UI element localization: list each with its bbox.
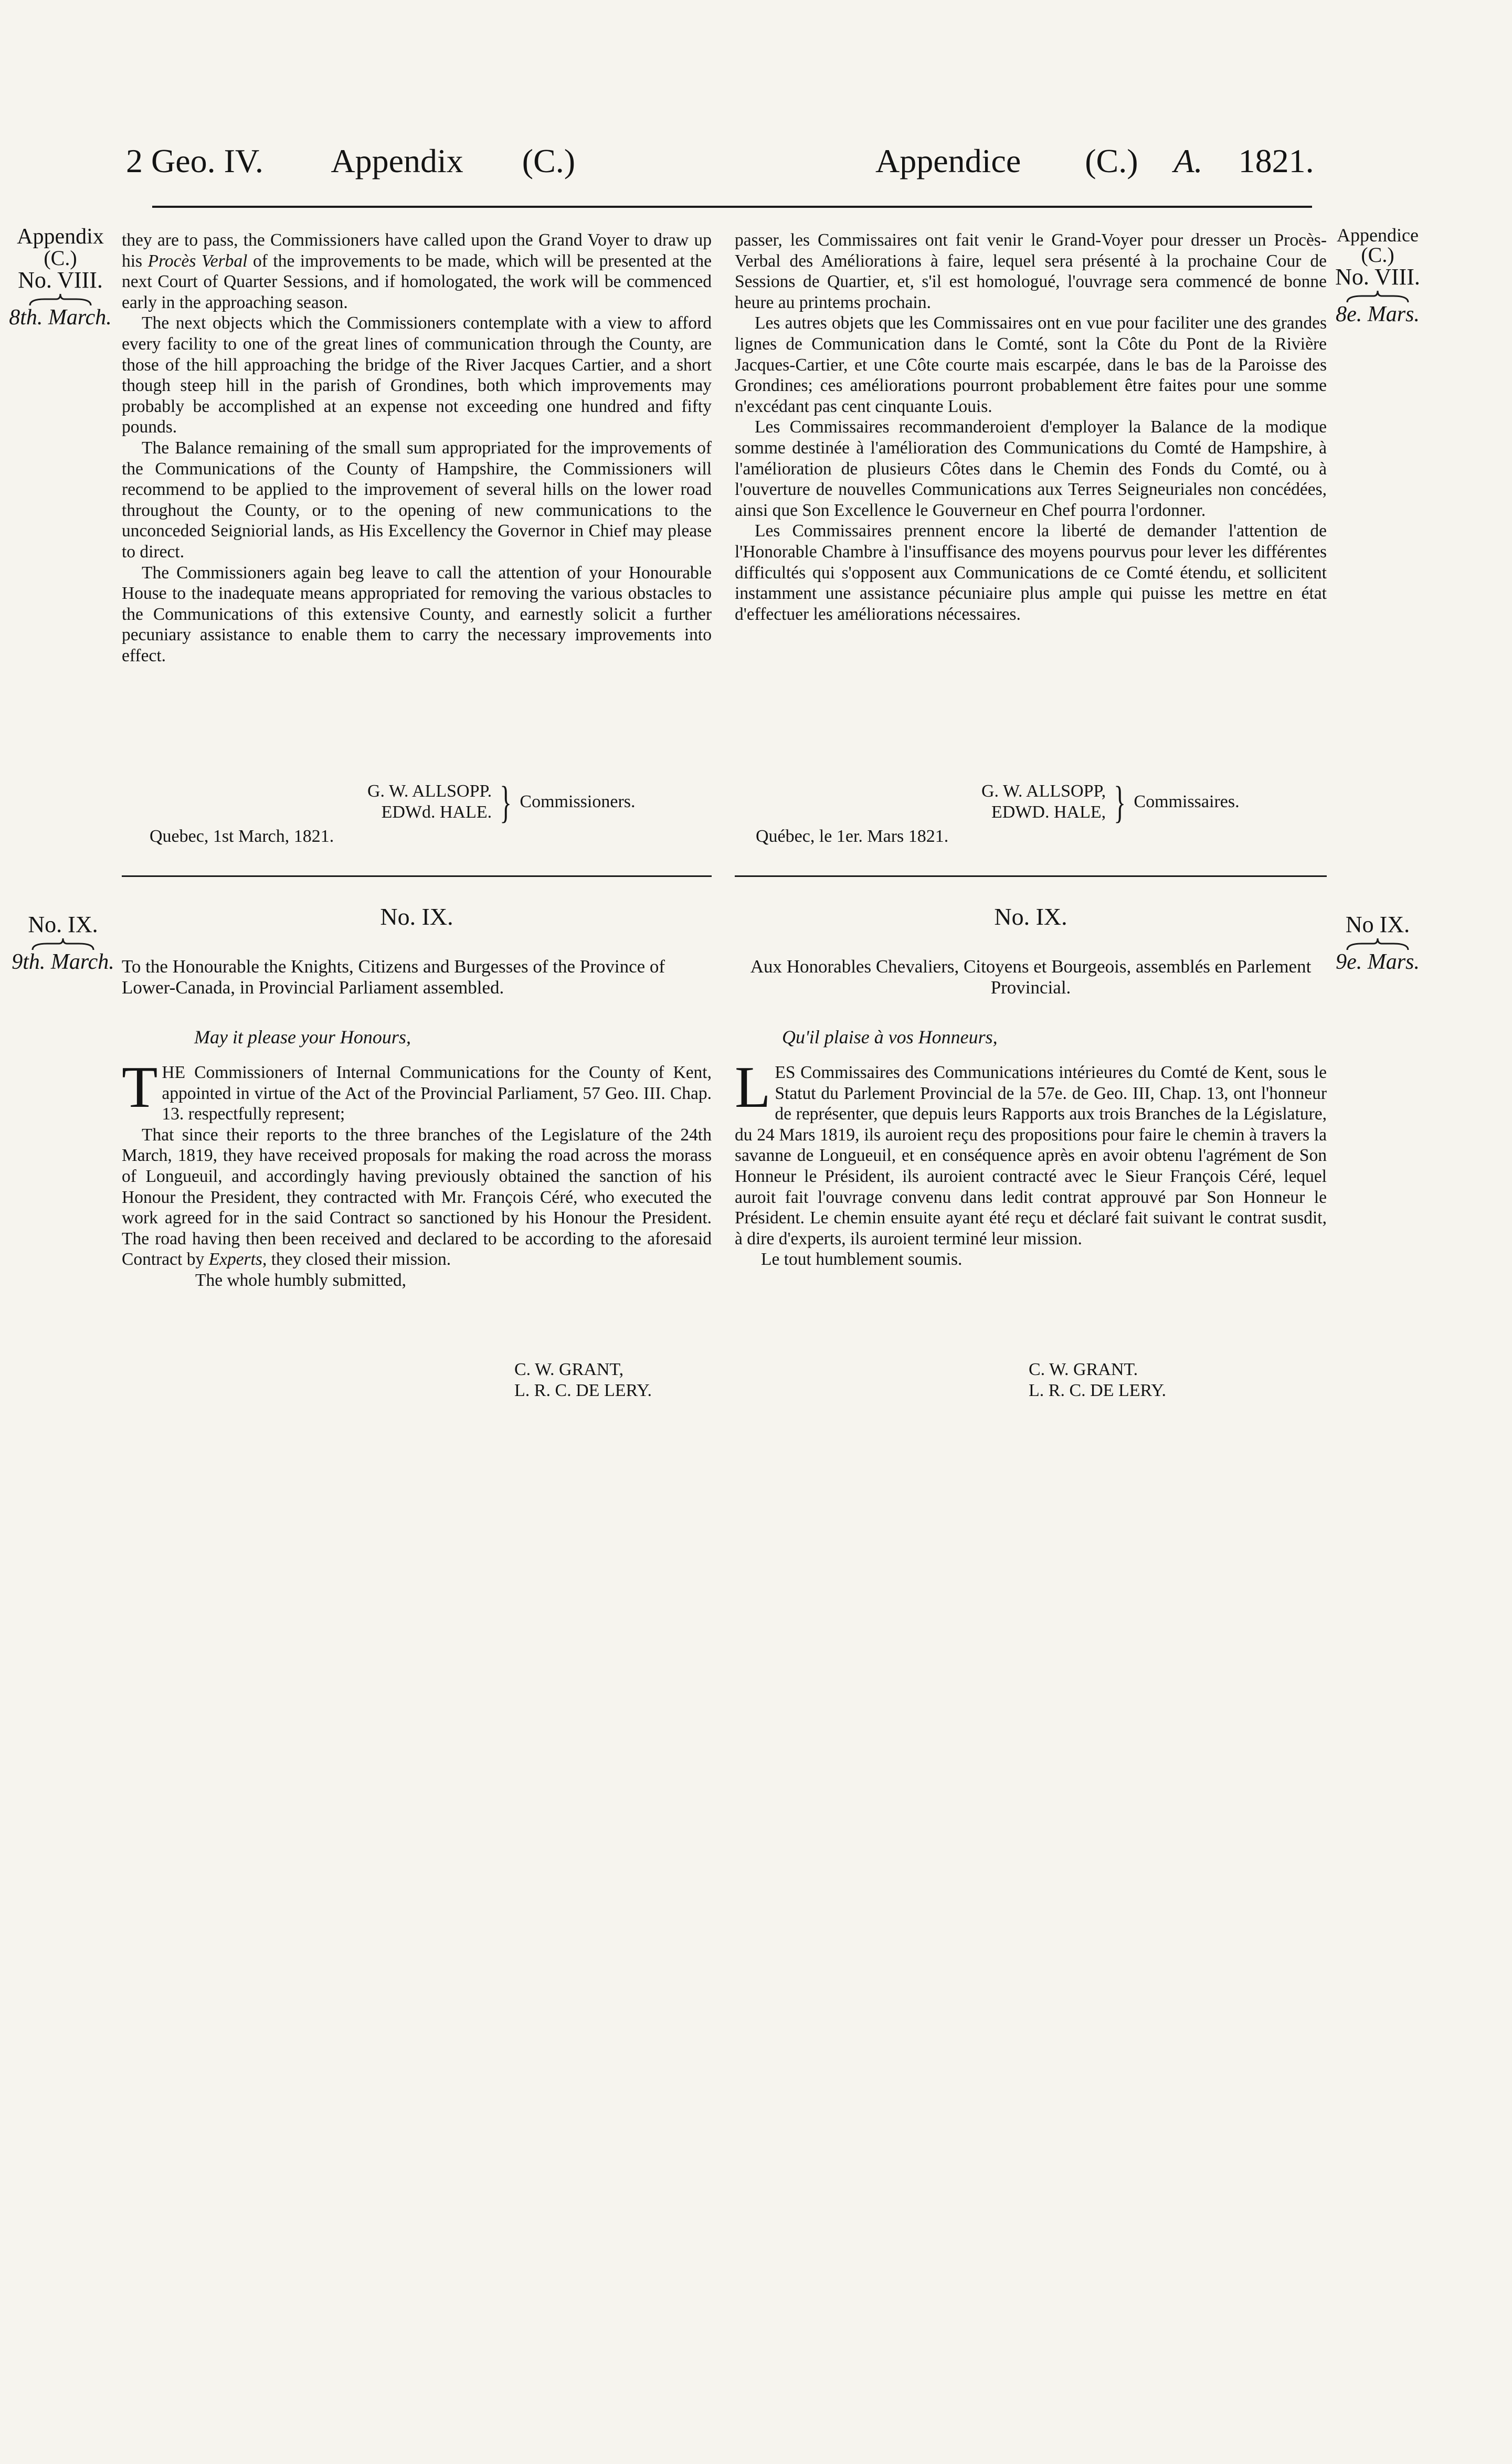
- margin-note-left-ix: [10, 913, 115, 973]
- margin-date: 9th. March.: [12, 950, 114, 974]
- fr-ix-paragraph-1: ES Commissaires des Communications intérieures du Comté de Kent, sous le Statut du Parlement Provincial de la 57e. de Geo. III, Chap. 13, ont l'honneur de représenter, que depuis leurs Rapports aux trois Branches de la Législature, du 24 Mars 1819, ils auroient reçu des propositions pour faire le chemin à travers la savanne de Longueuil, et en conséquence après en avoir obtenu l'agrément de Son Honneur le Président, ils auroient contracté avec le Sieur François Céré, lequel auroit fait l'ouvrage convenu dans ledit contrat approuvé par Son Honneur le Président. Le chemin ensuite ayant été reçu et déclaré fait suivant le contrat susdit, à dire d'experts, ils auroient terminé leur mission.: [735, 1063, 1327, 1249]
- margin-number: No. IX.: [28, 912, 98, 937]
- en-ix-body: [122, 1055, 712, 1291]
- margin-note-left-viii: [5, 226, 115, 329]
- margin-brace-icon: [29, 293, 92, 306]
- french-column-viii: [735, 230, 1327, 625]
- header-a-mark: A.: [1173, 142, 1203, 179]
- fr-ix-section-number: No. IX.: [994, 903, 1067, 930]
- en-viii-place-date: Quebec, 1st March, 1821.: [150, 827, 334, 846]
- fr-viii-place-date: Québec, le 1er. Mars 1821.: [756, 827, 949, 846]
- en-viii-paragraph-4: The Commissioners again beg leave to call the attention of your Honourable House to the inadequate means appropriated for removing the various obstacles to the Communications of this extensive County, and earnestly solicit a further pecuniary assistance to enable them to carry the necessary improvements into effect.: [122, 563, 712, 665]
- margin-note-right-viii: [1323, 226, 1433, 325]
- en-ix-section-number: No. IX.: [380, 903, 453, 930]
- en-ix-paragraph-1: HE Commissioners of Internal Communications for the County of Kent, appointed in virtue of the Act of the Provincial Parliament, 57 Geo. III. Chap. 13. respectfully represent;: [162, 1063, 712, 1124]
- margin-appendice: Appendice: [1337, 225, 1419, 246]
- margin-brace-icon: [1346, 290, 1409, 303]
- fr-viii-signature: [981, 777, 1240, 827]
- en-ix-dropcap: T: [122, 1055, 158, 1120]
- en-viii-signature: [367, 777, 636, 827]
- signature-hale: EDWd. HALE.: [381, 802, 492, 822]
- divider-rule-fr: [735, 875, 1327, 877]
- running-header-left: [126, 142, 575, 181]
- signature-brace-icon: }: [1114, 777, 1126, 827]
- signature-allsopp: G. W. ALLSOPP.: [367, 781, 492, 801]
- fr-viii-paragraph-4: Les Commissaires prennent encore la liberté de demander l'attention de l'Honorable Chambre à l'insuffisance des moyens pourvus pour lever les différentes difficultés qui s'opposent aux Communications de ce Comté étendu, et sollicitent instamment une assistance pécuniaire plus ample qui puisse les mettre en état d'effectuer les améliorations nécessaires.: [735, 521, 1327, 624]
- signature-de-lery: L. R. C. DE LERY.: [1029, 1381, 1166, 1400]
- signature-hale: EDWD. HALE,: [991, 802, 1106, 822]
- en-viii-paragraph-2: The next objects which the Commissioners contemplate with a view to afford every facility to one of the great lines of communication through the County, are those of the hill approaching the bridge of the River Jacques Cartier, and a short though steep hill in the parish of Grondines, both which improvements may probably be accomplished at an expense not exceeding one hundred and fifty pounds.: [122, 313, 712, 437]
- header-year: 1821.: [1238, 142, 1314, 179]
- margin-number: No. VIII.: [18, 267, 103, 293]
- margin-date: 9e. Mars.: [1336, 950, 1420, 974]
- margin-appendix: Appendix: [17, 225, 104, 249]
- fr-ix-salutation: Qu'il plaise à vos Honneurs,: [782, 1027, 998, 1048]
- running-header-right: [875, 142, 1314, 181]
- fr-ix-closing: Le tout humblement soumis.: [761, 1250, 963, 1270]
- header-letter-fr: (C.): [1085, 142, 1138, 179]
- divider-rule-en: [122, 875, 712, 877]
- fr-ix-address: Aux Honorables Chevaliers, Citoyens et Bourgeois, assemblés en Parlement Provincial.: [750, 956, 1312, 998]
- fr-ix-dropcap: L: [735, 1055, 771, 1120]
- header-regnal-year: 2 Geo. IV.: [126, 142, 263, 179]
- margin-number: No IX.: [1345, 912, 1410, 937]
- margin-letter: (C.): [44, 246, 77, 270]
- header-rule: [152, 206, 1312, 208]
- signature-de-lery: L. R. C. DE LERY.: [514, 1381, 652, 1400]
- en-ix-closing: The whole humbly submitted,: [195, 1270, 406, 1290]
- fr-viii-paragraph-2: Les autres objets que les Commissaires ont en vue pour faciliter une des grandes lignes de Communication dans le Comté, sont la Côte du Pont de la Rivière Jacques-Cartier, et une Côte courte mais escarpée, dans le bas de la Paroisse des Grondines; ces améliorations pourront probablement être faites pour une somme n'excédant pas cent cinquante Louis.: [735, 313, 1327, 416]
- signature-grant: C. W. GRANT.: [1029, 1360, 1138, 1379]
- en-ix-signatures: [514, 1359, 652, 1401]
- en-ix-address: To the Honourable the Knights, Citizens and Burgesses of the Province of Lower-Canada, in Provincial Parliament assembled.: [122, 956, 665, 998]
- signature-brace-icon: }: [500, 777, 512, 827]
- header-appendix-en: Appendix: [331, 142, 463, 179]
- signature-allsopp: G. W. ALLSOPP,: [981, 781, 1106, 801]
- fr-viii-paragraph-3: Les Commissaires recommanderoient d'employer la Balance de la modique somme destinée à l'amélioration des Communications du Comté de Hampshire, à l'amélioration de plusieurs Côtes dans le Chemin des Fonds du Comté, ou à l'ouverture de nouvelles Communications aux Terres Seigneuriales non concédées, ainsi que Son Excellence le Gouverneur en Chef pourra l'ordonner.: [735, 417, 1327, 520]
- margin-letter: (C.): [1361, 243, 1394, 267]
- english-column-viii: [122, 230, 712, 666]
- en-viii-paragraph-1: they are to pass, the Commissioners have called upon the Grand Voyer to draw up his Procès Verbal of the improvements to be made, which will be presented at the next Court of Quarter Sessions, and if homologated, the work will be commenced early in the approaching season.: [122, 230, 712, 312]
- fr-ix-body: [735, 1055, 1327, 1270]
- margin-date: 8th. March.: [9, 305, 112, 330]
- margin-brace-icon: [1346, 937, 1409, 951]
- margin-note-right-ix: [1325, 913, 1430, 973]
- signature-role: Commissioners.: [520, 792, 636, 811]
- en-viii-paragraph-3: The Balance remaining of the small sum appropriated for the improvements of the Communications of the County of Hampshire, the Commissioners will recommend to be applied to the improvement of several hills on the lower road throughout the County, or to the opening of new communications to the unconceded Seigniorial lands, as His Excellency the Governor in Chief may please to direct.: [122, 438, 712, 562]
- header-letter-en: (C.): [522, 142, 576, 179]
- margin-brace-icon: [31, 937, 94, 951]
- en-ix-paragraph-2: That since their reports to the three branches of the Legislature of the 24th March, 1819, they have received proposals for making the road across the morass of Longueuil, and accordingly having previously obtained the sanction of his Honour the President, they contracted with Mr. François Céré, who executed the work agreed for in the said Contract so sanctioned by his Honour the President. The road having then been received and declared to be according to the aforesaid Contract by Experts, they closed their mission.: [122, 1125, 712, 1270]
- signature-role: Commissaires.: [1134, 792, 1240, 811]
- header-appendix-fr: Appendice: [875, 142, 1021, 179]
- margin-date: 8e. Mars.: [1336, 302, 1420, 326]
- fr-viii-paragraph-1: passer, les Commissaires ont fait venir le Grand-Voyer pour dresser un Procès-Verbal des Améliorations à faire, lequel sera présenté à la prochaine Cour de Sessions de Quartier, et, s'il est homologué, l'ouvrage sera commencé de bonne heure au printems prochain.: [735, 230, 1327, 312]
- en-ix-salutation: May it please your Honours,: [194, 1027, 411, 1048]
- margin-number: No. VIII.: [1335, 264, 1420, 290]
- signature-grant: C. W. GRANT,: [514, 1360, 624, 1379]
- fr-ix-signatures: [1029, 1359, 1166, 1401]
